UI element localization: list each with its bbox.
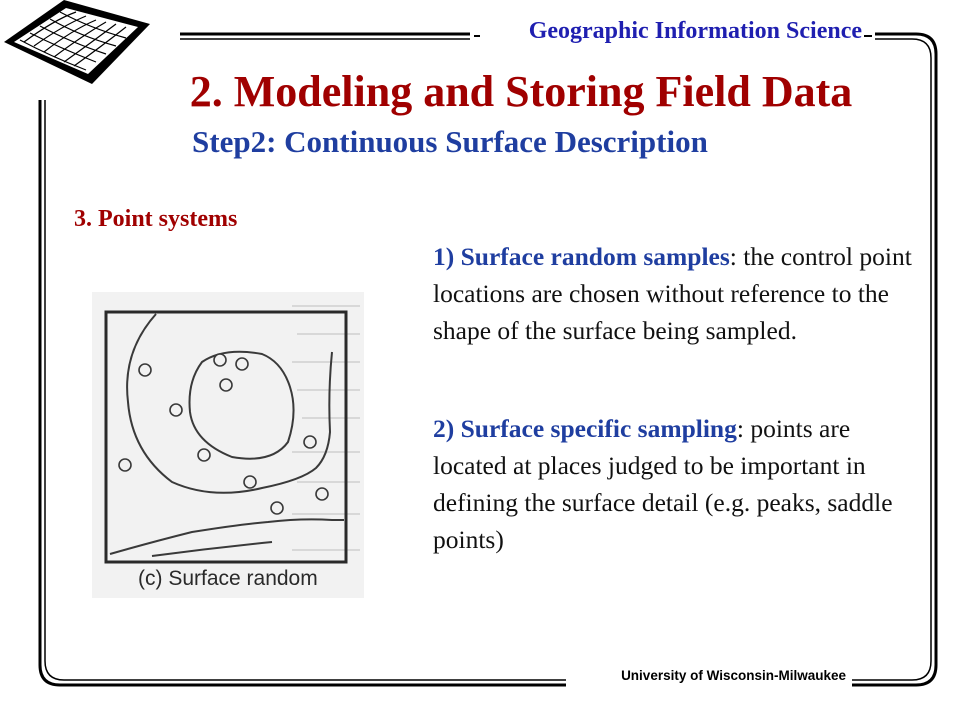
section-heading: 3. Point systems <box>74 206 238 232</box>
point-term: 1) Surface random samples <box>433 242 730 271</box>
point-term: 2) Surface specific sampling <box>433 414 737 443</box>
point-text: : points are located at places judged to be important in defining the surface detail (e.g. peaks, saddle points) <box>433 414 893 554</box>
point-paragraph-specific-sampling <box>433 410 923 558</box>
point-paragraph-random-samples <box>433 238 913 349</box>
slide-title: 2. Modeling and Storing Field Data <box>189 67 853 116</box>
surface-random-figure <box>92 292 364 598</box>
course-name-header: Geographic Information Science <box>528 18 862 44</box>
institution-footer: University of Wisconsin-Milwaukee <box>621 668 846 683</box>
point-text: : the control point locations are chosen without reference to the shape of the surface being sampled. <box>433 242 912 345</box>
figure-caption: (c) Surface random <box>138 567 318 590</box>
slide-subtitle: Step2: Continuous Surface Description <box>192 124 708 159</box>
